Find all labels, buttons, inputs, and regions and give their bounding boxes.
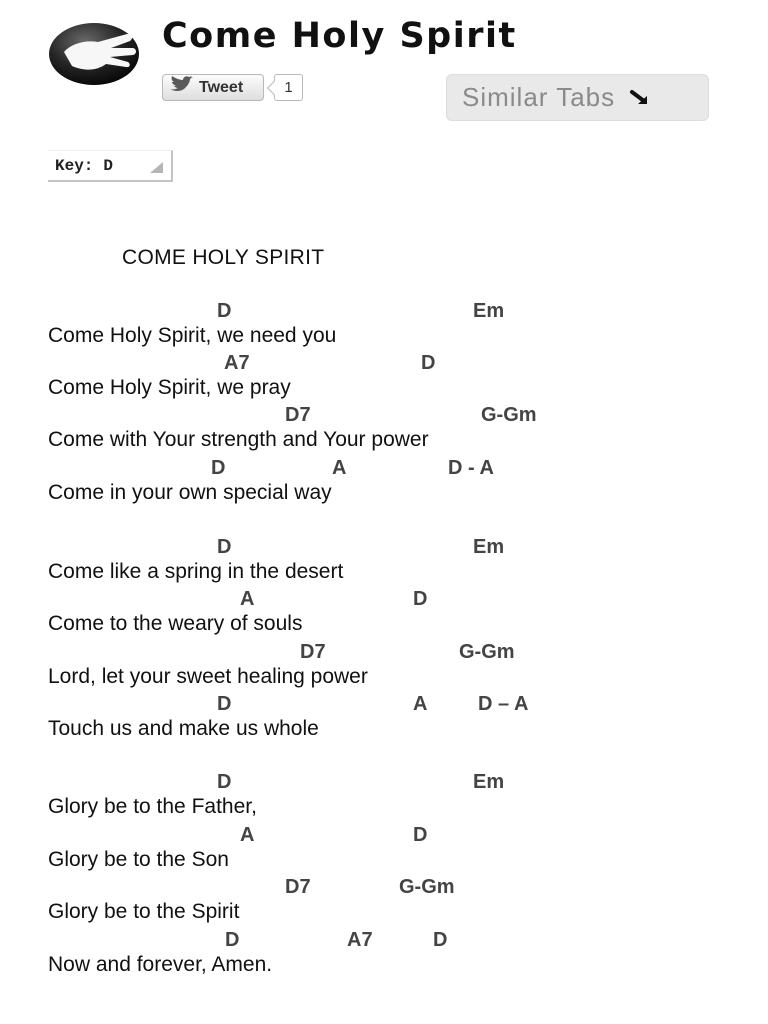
lyric-line: Come in your own special way: [48, 481, 332, 504]
chord-label: D7: [300, 641, 326, 663]
key-value: D: [103, 156, 114, 175]
lyric-line: Lord, let your sweet healing power: [48, 665, 368, 688]
chord-label: D: [217, 771, 232, 793]
chord-label: D: [413, 588, 428, 610]
chord-label: D – A: [478, 693, 529, 715]
lyric-line: Glory be to the Son: [48, 848, 229, 871]
chord-label: D: [217, 536, 232, 558]
chord-label: G-Gm: [399, 876, 455, 898]
tweet-label: Tweet: [199, 78, 244, 96]
chord-label: D - A: [448, 457, 494, 479]
chord-label: G-Gm: [459, 641, 515, 663]
lyric-line: Come Holy Spirit, we pray: [48, 376, 291, 399]
chord-label: D7: [285, 404, 311, 426]
chord-label: D: [217, 693, 232, 715]
lyric-line: Now and forever, Amen.: [48, 953, 273, 976]
song-heading: COME HOLY SPIRIT: [122, 246, 325, 269]
chord-label: D7: [285, 876, 311, 898]
chord-label: A: [413, 693, 428, 715]
song-title: Come Holy Spirit: [162, 16, 517, 56]
chord-label: G-Gm: [481, 404, 537, 426]
lyric-line: Come to the weary of souls: [48, 612, 303, 635]
chord-label: D: [421, 352, 436, 374]
lyric-line: Come Holy Spirit, we need you: [48, 324, 337, 347]
tweet-count-badge: 1: [274, 74, 303, 101]
chord-label: D: [211, 457, 226, 479]
chord-label: Em: [473, 536, 505, 558]
lyric-line: Touch us and make us whole: [48, 717, 319, 740]
chord-label: Em: [473, 300, 505, 322]
chord-label: A: [240, 824, 255, 846]
lyric-line: Glory be to the Spirit: [48, 900, 240, 923]
similar-tabs-label: Similar Tabs: [462, 82, 616, 112]
chord-label: A: [332, 457, 347, 479]
chord-label: D: [413, 824, 428, 846]
chord-label: D: [225, 929, 240, 951]
lyric-line: Glory be to the Father,: [48, 795, 257, 818]
chord-label: A: [240, 588, 255, 610]
chord-label: D: [433, 929, 448, 951]
lyric-line: Come with Your strength and Your power: [48, 428, 429, 451]
chord-label: Em: [473, 771, 505, 793]
chord-label: D: [217, 300, 232, 322]
chord-label: A7: [224, 352, 250, 374]
chord-label: A7: [347, 929, 373, 951]
key-label: Key:: [55, 156, 94, 175]
lyric-line: Come like a spring in the desert: [48, 560, 344, 583]
